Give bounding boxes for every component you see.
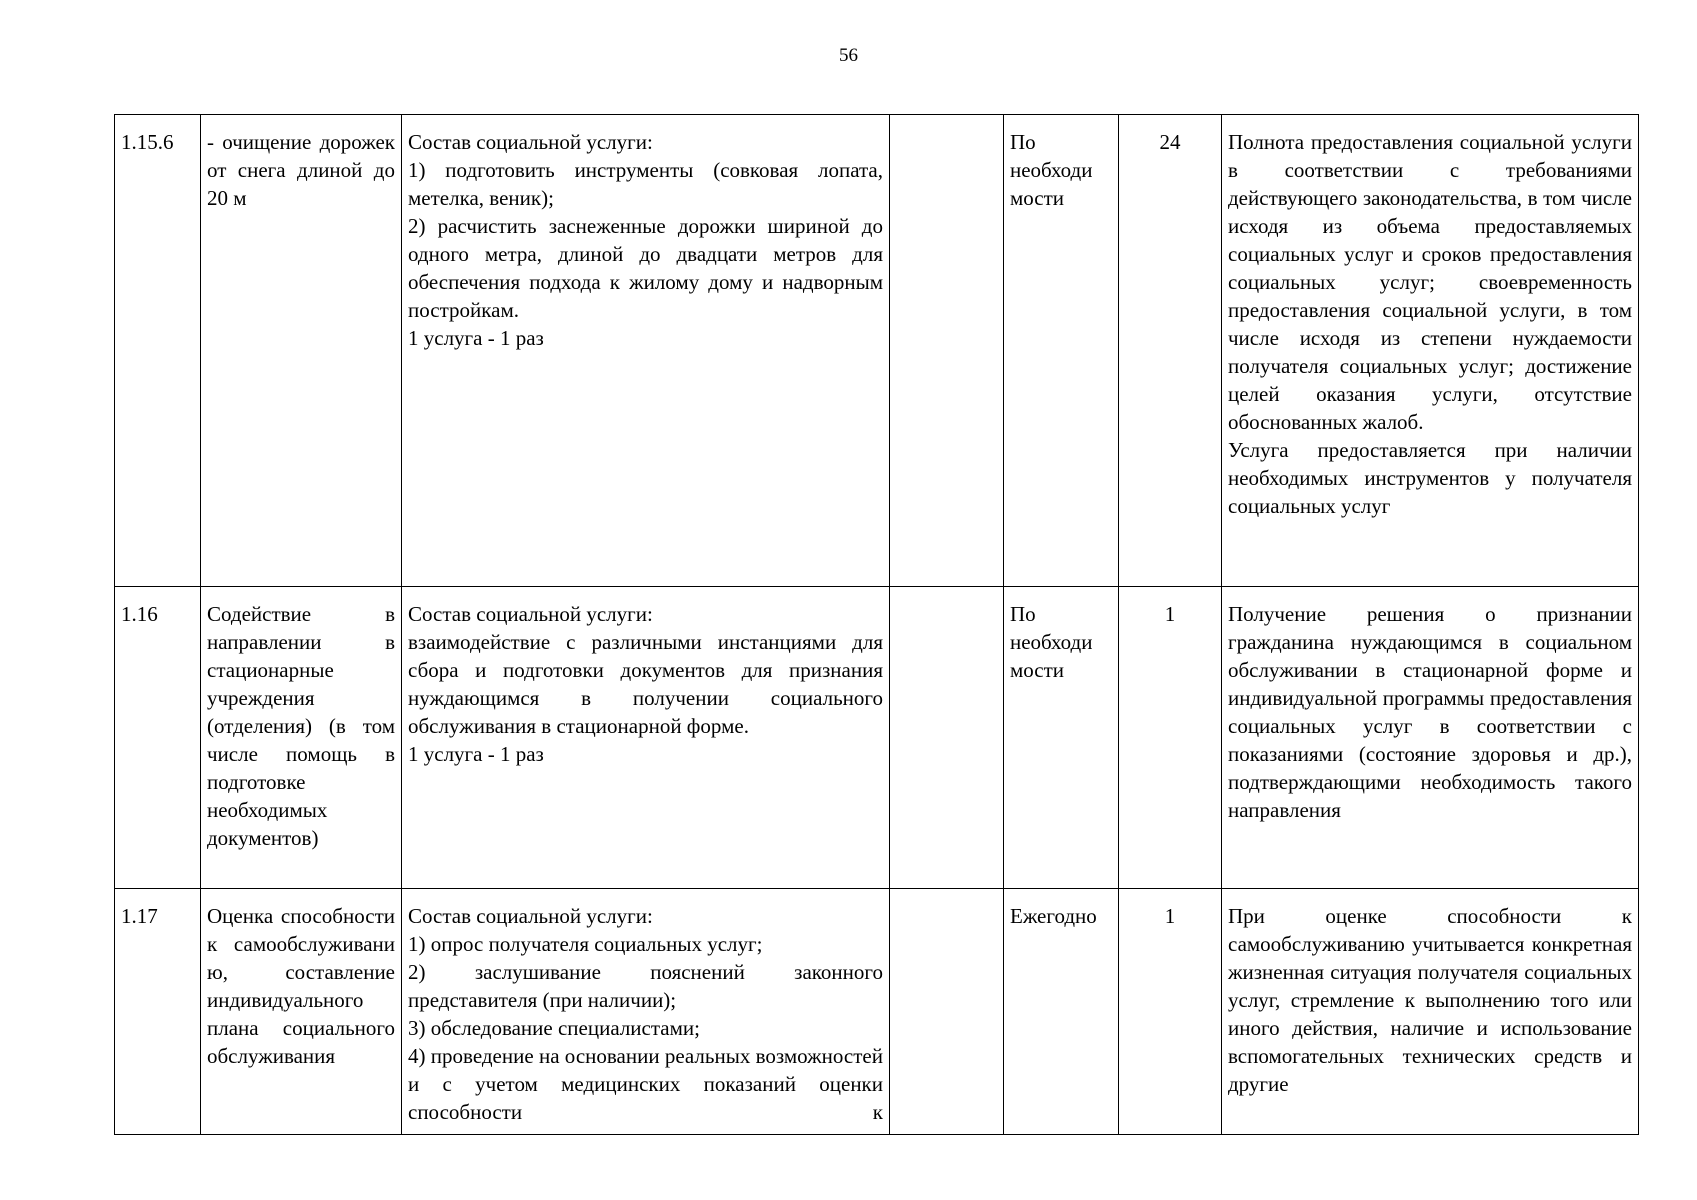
composition-line: Состав социальной услуги: (408, 904, 653, 928)
page-number: 56 (839, 45, 858, 66)
service-name-text: - очищение дорожек от снега длиной до 20 м (207, 130, 395, 210)
service-name (201, 587, 402, 889)
service-composition (402, 115, 890, 587)
row-number: 1.16 (115, 587, 201, 889)
service-count: 1 (1119, 587, 1222, 889)
empty-cell (890, 889, 1004, 1135)
empty-cell (890, 587, 1004, 889)
service-name (201, 115, 402, 587)
composition-line: 4) проведение на основании реальных возможностей и с учетом медицинских показаний оценки способности к (408, 1044, 883, 1124)
composition-line: 3) обследование специалистами; (408, 1016, 700, 1040)
quality-paragraph: Услуга предоставляется при наличии необходимых инструментов у получателя социальных услуг (1228, 438, 1632, 518)
quality-criteria (1222, 587, 1639, 889)
row-number: 1.15.6 (115, 115, 201, 587)
service-count: 1 (1119, 889, 1222, 1135)
table-row (115, 587, 1639, 889)
service-name-text: Содействие в направлении в стационарные учреждения (отделения) (в том числе помощь в подготовке необходимых документов) (207, 602, 395, 850)
periodicity: По необходи мости (1004, 115, 1119, 587)
quality-criteria (1222, 889, 1639, 1135)
composition-line: взаимодействие с различными инстанциями для сбора и подготовки документов для признания нуждающимся в получении социального обслуживания в стационарной форме. (408, 630, 883, 738)
quality-paragraph: При оценке способности к самообслуживанию учитывается конкретная жизненная ситуация получателя социальных услуг, стремление к выполнению того или иного действия, наличие и использование вспомогательных технических средств и другие (1228, 904, 1632, 1096)
service-name (201, 889, 402, 1135)
quality-paragraph: Получение решения о признании гражданина нуждающимся в социальном обслуживании в стационарной форме и индивидуальной программы предоставления социальных услуг в соответствии с показаниями (состояние здоровья и др.), подтверждающими необходимость такого направления (1228, 602, 1632, 822)
table-row (115, 889, 1639, 1135)
composition-line: 1) подготовить инструменты (совковая лопата, метелка, веник); (408, 158, 883, 210)
service-count: 24 (1119, 115, 1222, 587)
composition-line: 1) опрос получателя социальных услуг; (408, 932, 763, 956)
composition-line: 1 услуга - 1 раз (408, 742, 544, 766)
service-composition (402, 889, 890, 1135)
composition-line: Состав социальной услуги: (408, 130, 653, 154)
service-composition (402, 587, 890, 889)
periodicity: По необходи мости (1004, 587, 1119, 889)
row-number: 1.17 (115, 889, 201, 1135)
periodicity: Ежегодно (1004, 889, 1119, 1135)
composition-line: 2) заслушивание пояснений законного представителя (при наличии); (408, 960, 883, 1012)
service-name-text: Оценка способности к самообслуживани ю, составление индивидуального плана социального обслуживания (207, 904, 395, 1068)
table-row (115, 115, 1639, 587)
quality-criteria (1222, 115, 1639, 587)
composition-line: Состав социальной услуги: (408, 602, 653, 626)
composition-line: 2) расчистить заснеженные дорожки шириной до одного метра, длиной до двадцати метров для обеспечения подхода к жилому дому и надворным постройкам. (408, 214, 883, 322)
empty-cell (890, 115, 1004, 587)
quality-paragraph: Полнота предоставления социальной услуги в соответствии с требованиями действующего законодательства, в том числе исходя из объема предоставляемых социальных услуг и сроков предоставления социальных услуг; своевременность предоставления социальной услуги, в том числе исходя из степени нуждаемости получателя социальных услуг; достижение целей оказания услуги, отсутствие обоснованных жалоб. (1228, 130, 1632, 434)
services-table (114, 114, 1639, 1135)
composition-line: 1 услуга - 1 раз (408, 326, 544, 350)
